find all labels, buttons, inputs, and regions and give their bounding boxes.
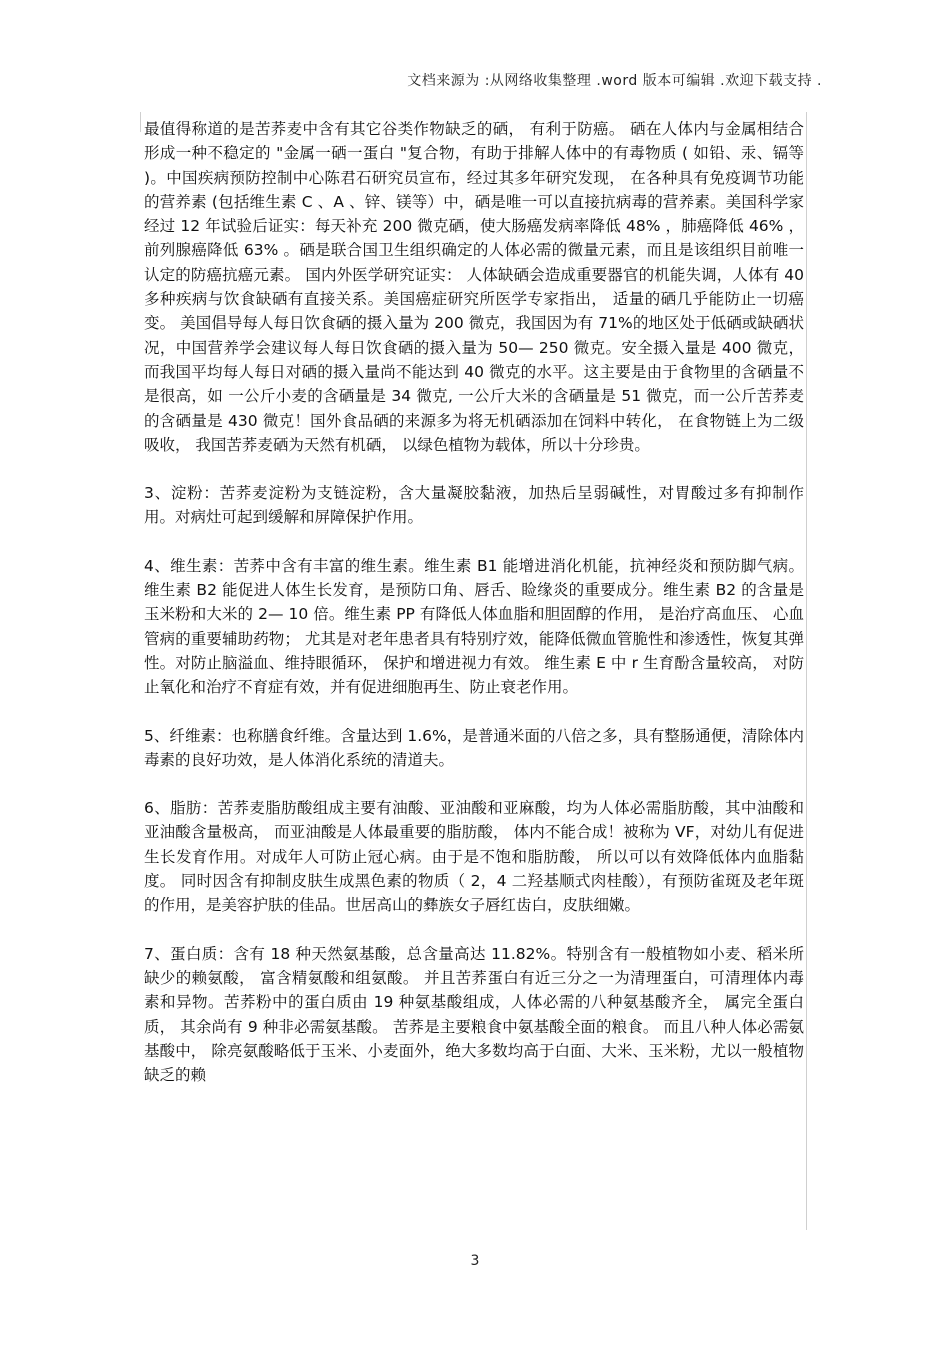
page-number: 3 [470,1253,480,1269]
paragraph-vitamins: 4、维生素：苦荞中含有丰富的维生素。维生素 B1 能增进消化机能，抗神经炎和预防脚气病。维生素 B2 能促进人体生长发育，是预防口角、唇舌、睑缘炎的重要成分。维生素 B2 的含量是玉米粉和大米的 2— 10 倍。维生素 PP 有降低人体血脂和胆固醇的作用， 是治疗高血压、 心血管病的重要辅助药物； 尤其是对老年患者具有特别疗效，能降低微血管脆性和渗透性，恢复其弹性。对防止脑溢血、维持眼循环， 保护和增进视力有效。 维生素 E 中 r 生育酚含量较高， 对防止氧化和治疗不育症有效，并有促进细胞再生、防止衰老作用。 [144,556,804,697]
page-header: 文档来源为 :从网络收集整理 .word 版本可编辑 .欢迎下载支持 . [407,73,822,89]
paragraph-fiber: 5、纤维素：也称膳食纤维。含量达到 1.6%，是普通米面的八倍之多，具有整肠通便，清除体内毒素的良好功效，是人体消化系统的清道夫。 [144,726,804,769]
paragraph-selenium: 最值得称道的是苦荞麦中含有其它谷类作物缺乏的硒， 有利于防癌。 硒在人体内与金属相结合形成一种不稳定的 "金属一硒一蛋白 "复合物，有助于排解人体中的有毒物质 ( 如铅、汞、镉等 )。中国疾病预防控制中心陈君石研究员宣布，经过其多年研究发现， 在各种具有免疫调节功能的营养素 (包括维生素 C 、A 、锌、镁等）中，硒是唯一可以直接抗病毒的营养素。美国科学家经过 12 年试验后证实：每天补充 200 微克硒，使大肠癌发病率降低 48% ，肺癌降低 46% ，前列腺癌降低 63% 。硒是联合国卫生组织确定的人体必需的微量元素，而且是该组织目前唯一认定的防癌抗癌元素。 国内外医学研究证实： 人体缺硒会造成重要器官的机能失调，人体有 40 多种疾病与饮食缺硒有直接关系。美国癌症研究所医学专家指出， 适量的硒几乎能防止一切癌变。 美国倡导每人每日饮食硒的摄入量为 200 微克，我国因为有 71%的地区处于低硒或缺硒状况，中国营养学会建议每人每日饮食硒的摄入量为 50— 250 微克。安全摄入量是 400 微克，而我国平均每人每日对硒的摄入量尚不能达到 40 微克的水平。这主要是由于食物里的含硒量不是很高，如 一公斤小麦的含硒量是 34 微克, 一公斤大米的含硒量是 51 微克，而一公斤苦荞麦的含硒量是 430 微克！国外食品硒的来源多为将无机硒添加在饲料中转化， 在食物链上为二级吸收， 我国苦荞麦硒为天然有机硒， 以绿色植物为载体，所以十分珍贵。 [144,120,804,454]
document-body [144,117,804,1111]
paragraph-fat: 6、脂肪：苦荞麦脂肪酸组成主要有油酸、亚油酸和亚麻酸，均为人体必需脂肪酸，其中油酸和亚油酸含量极高， 而亚油酸是人体最重要的脂肪酸， 体内不能合成！被称为 VF，对幼儿有促进生长发育作用。对成年人可防止冠心病。由于是不饱和脂肪酸， 所以可以有效降低体内血脂黏度。 同时因含有抑制皮肤生成黑色素的物质（ 2，4 二羟基顺式肉桂酸），有预防雀斑及老年斑的作用，是美容护肤的佳品。世居高山的彝族女子唇红齿白，皮肤细嫩。 [144,799,804,915]
paragraph-starch: 3、淀粉：苦荞麦淀粉为支链淀粉，含大量凝胶黏液，加热后呈弱碱性，对胃酸过多有抑制作用。对病灶可起到缓解和屏障保护作用。 [144,484,804,527]
paragraph-protein: 7、蛋白质：含有 18 种天然氨基酸，总含量高达 11.82%。特别含有一般植物如小麦、稻米所缺少的赖氨酸， 富含精氨酸和组氨酸。 并且苦荞蛋白有近三分之一为清理蛋白，可清理体内毒素和异物。苦荞粉中的蛋白质由 19 种氨基酸组成，人体必需的八种氨基酸齐全， 属完全蛋白质， 其余尚有 9 种非必需氨基酸。 苦荞是主要粮食中氨基酸全面的粮食。 而且八种人体必需氨基酸中， 除亮氨酸略低于玉米、小麦面外，绝大多数均高于白面、大米、玉米粉，尤以一般植物缺乏的赖 [144,944,804,1085]
